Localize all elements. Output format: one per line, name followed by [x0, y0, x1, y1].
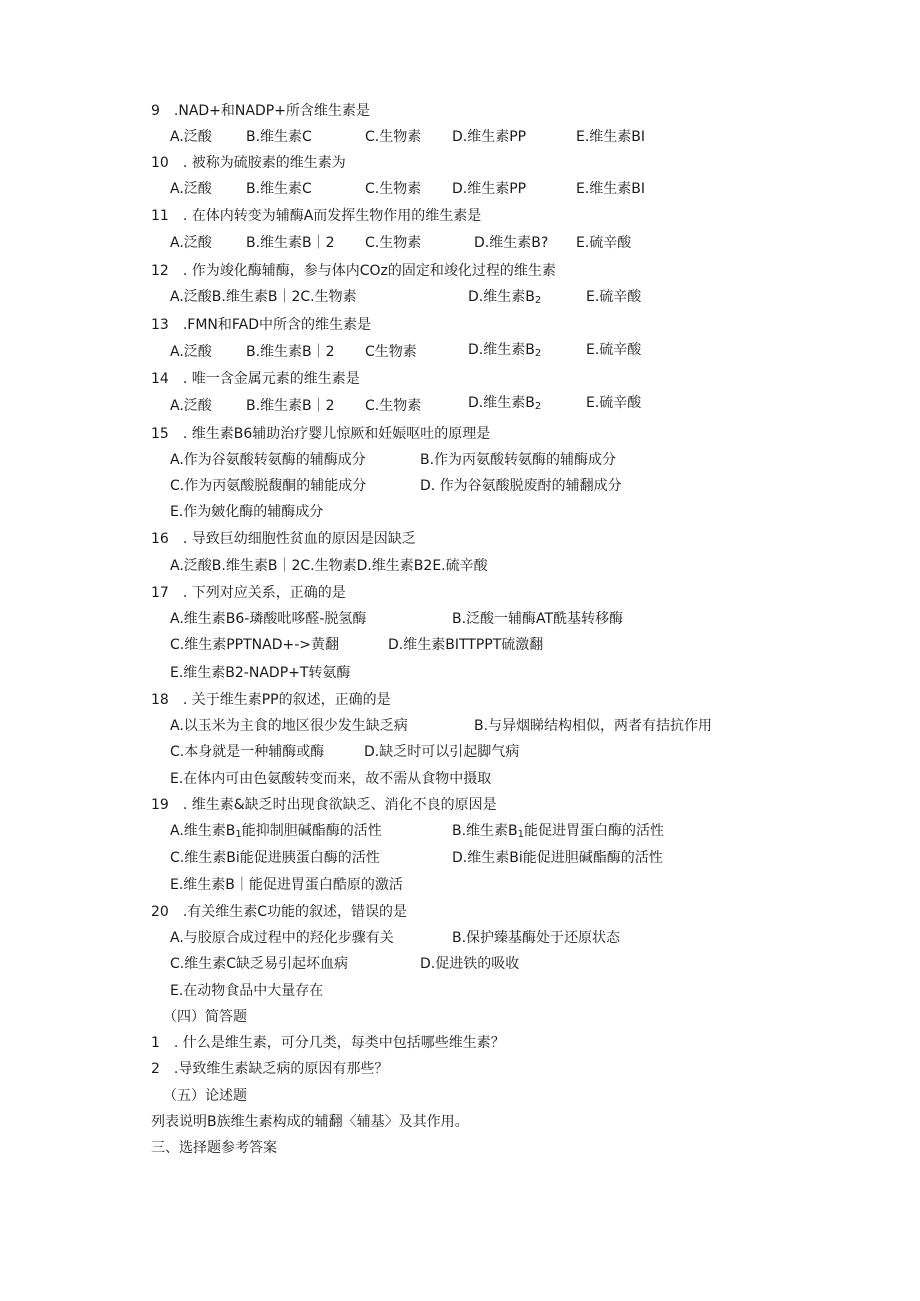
- option-b: B.与异烟睇结构相似，两者有拮抗作用: [474, 718, 713, 734]
- option-d: D.维生素PP: [452, 129, 527, 145]
- question-stem: 13 .FMN和FAD中所含的维生素是: [151, 317, 371, 333]
- option-b: B.作为丙氨酸转氨酶的辅酶成分: [420, 452, 617, 468]
- option-c: C.维生素Bi能促进胰蛋白酶的活性: [170, 850, 380, 866]
- option-e: E.在动物食品中大量存在: [170, 983, 324, 999]
- option-d: D.促进铁的吸收: [420, 956, 520, 972]
- option-e: E.维生素B｜能促进胃蛋白酷原的激活: [170, 877, 403, 893]
- options-all: A.泛酸B.维生素B｜2C.生物素D.维生素B2E.硫辛酸: [170, 558, 488, 574]
- option-a: A.作为谷氨酸转氨酶的辅酶成分: [170, 452, 366, 468]
- option-d: D. 作为谷氨酸脱废酎的辅翻成分: [420, 478, 622, 494]
- option-e: E.在体内可由色氨酸转变而来，故不需从食物中摄取: [170, 771, 492, 787]
- option-d: D.维生素$B_2$: [468, 342, 542, 359]
- option-c: C.生物素: [365, 181, 422, 197]
- option-b: B.维生素B｜2: [246, 235, 335, 251]
- option-d: D.维生素BITTPPT硫激翻: [388, 637, 544, 653]
- option-c: C.生物素: [365, 398, 422, 414]
- option-b: B.保护臻基酶处于还原状态: [452, 930, 621, 946]
- option-d: D.维生素PP: [452, 181, 527, 197]
- option-e: E.维生素B2-NADP+T转氨酶: [170, 665, 351, 681]
- option-d: D.缺乏时可以引起脚气病: [364, 744, 520, 760]
- section-title: （五）论述题: [163, 1088, 247, 1104]
- option-a: A.泛酸: [170, 129, 212, 145]
- option-a: A.泛酸: [170, 344, 212, 360]
- section-title: 三、选择题参考答案: [151, 1140, 277, 1156]
- short-question: 2 .导致维生素缺乏病的原因有那些？: [151, 1061, 389, 1077]
- question-stem: 18 . 关于维生素PP的叙述，正确的是: [151, 692, 391, 708]
- option-a: A.维生素B6-璘酸吡哆醛-脱氢酶: [170, 611, 367, 627]
- option-c: C.本身就是一种辅酶或酶: [170, 744, 325, 760]
- option-c: C.作为丙氨酸脱馥酮的辅能成分: [170, 478, 367, 494]
- option-b: B.泛酸一辅酶AT酰基转移酶: [452, 611, 624, 627]
- option-c: C.生物素: [365, 129, 422, 145]
- option-a: A.以玉米为主食的地区很少发生缺乏病: [170, 718, 408, 734]
- option-c: C.维生素C缺乏易引起坏血病: [170, 956, 349, 972]
- option-a: A.维生素$B_1$能抑制胆碱酯酶的活性: [170, 823, 382, 840]
- section-title: （四）简答题: [163, 1009, 247, 1025]
- short-question: 1 . 什么是维生素，可分几类，每类中包括哪些维生素？: [151, 1035, 505, 1051]
- option-d: D.维生素B?: [474, 235, 549, 251]
- option-b: B.维生素C: [246, 181, 312, 197]
- option-c: C.维生素PPTNAD+->黄翻: [170, 637, 340, 653]
- option-c: C生物素: [365, 344, 417, 360]
- option-a: A.与胶原合成过程中的羟化步骤有关: [170, 930, 394, 946]
- option-b: B.维生素B｜2: [246, 344, 335, 360]
- option-c: C.生物素: [365, 235, 422, 251]
- options-abc: A.泛酸B.维生素B｜2C.生物素: [170, 289, 357, 305]
- question-stem: 14 . 唯一含金属元素的维生素是: [151, 371, 360, 387]
- option-e: E.硫辛酸: [586, 289, 642, 305]
- option-b: B.维生素C: [246, 129, 312, 145]
- question-stem: 19 . 维生素&缺乏时出现食欲缺乏、消化不良的原因是: [151, 797, 497, 813]
- option-a: A.泛酸: [170, 181, 212, 197]
- question-stem: 11 . 在体内转变为辅酶A而发挥生物作用的维生素是: [151, 208, 482, 224]
- question-stem: 16 . 导致巨幼细胞性贫血的原因是因缺乏: [151, 531, 416, 547]
- option-d: D.维生素$B_2$: [468, 395, 542, 412]
- question-stem: 9 .NAD+和NADP+所含维生素是: [151, 103, 370, 119]
- option-a: A.泛酸: [170, 398, 212, 414]
- question-stem: 10 . 被称为硫胺素的维生素为: [151, 155, 346, 171]
- question-stem: 15 . 维生素B6辅助治疗婴儿惊厥和妊娠呕吐的原理是: [151, 426, 491, 442]
- question-stem: 12 . 作为竣化酶辅酶，参与体内COz的固定和竣化过程的维生素: [151, 263, 556, 279]
- option-b: B.维生素$B_1$能促进胃蛋白酶的活性: [452, 823, 665, 840]
- question-stem: 20 .有关维生素C功能的叙述，错误的是: [151, 904, 408, 920]
- option-b: B.维生素B｜2: [246, 398, 335, 414]
- option-e: E.硫辛酸: [586, 395, 642, 411]
- option-d: D.维生素Bi能促进胆碱酯酶的活性: [452, 850, 663, 866]
- question-stem: 17 . 下列对应关系，正确的是: [151, 585, 346, 601]
- option-e: E.维生素BI: [576, 181, 646, 197]
- option-e: E.维生素BI: [576, 129, 646, 145]
- essay-question: 列表说明B族维生素构成的辅翻〈辅基〉及其作用。: [151, 1114, 469, 1130]
- option-e: E.作为皴化酶的辅酶成分: [170, 504, 324, 520]
- option-e: E.硫辛酸: [586, 342, 642, 358]
- option-a: A.泛酸: [170, 235, 212, 251]
- option-e: E.硫辛酸: [576, 235, 632, 251]
- option-d: D.维生素$B_2$: [468, 289, 542, 306]
